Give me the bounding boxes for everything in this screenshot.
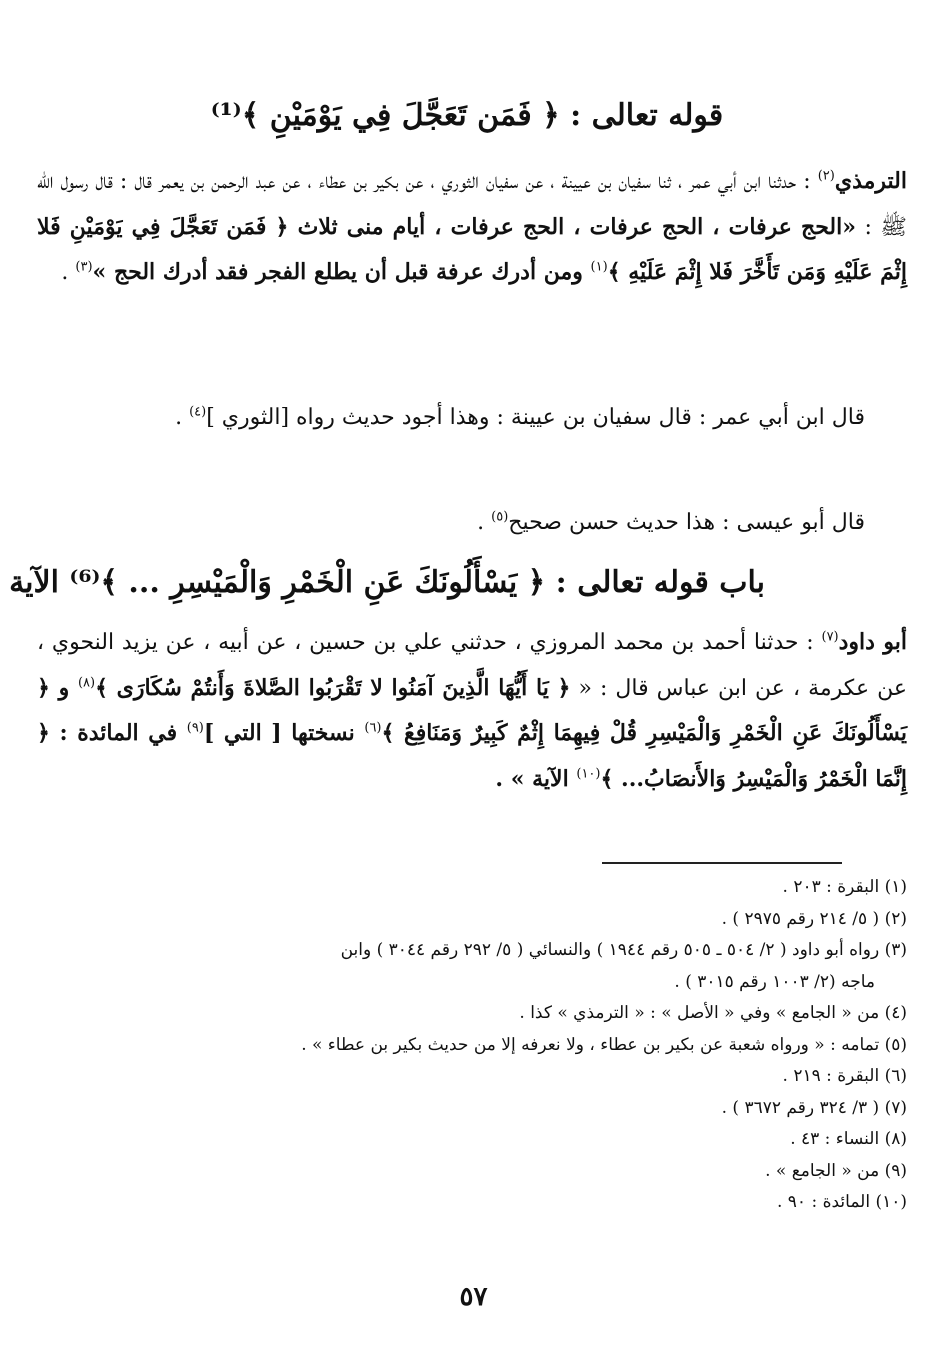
conjunction: و — [49, 674, 78, 701]
footnote-ref: (٦) — [364, 720, 382, 736]
quran-verse: ﴿ فَمَن تَعَجَّلَ فِي يَوْمَيْنِ فَلا إِثْمَ عَلَيْهِ وَمَن تَأَخَّرَ فَلا إِثْمَ عَلَيْهِ ﴾ — [37, 213, 907, 285]
footnote-ref: (٢) — [817, 168, 835, 184]
sentence-end: . — [175, 405, 190, 430]
footnote-divider — [602, 862, 842, 864]
footnote-item: (٣) رواه أبو داود ( ٢/ ٥٠٤ ـ ٥٠٥ رقم ١٩٤٤ ) والنسائي ( ٥/ ٢٩٢ رقم ٣٠٤٤ ) وابن — [340, 940, 907, 960]
paragraph-abu-dawud — [37, 620, 907, 802]
quran-verse: ﴿ يَا أَيُّهَا الَّذِينَ آمَنُوا لا تَقْرَبُوا الصَّلاةَ وَأَنتُمْ سُكَارَى ﴾ — [95, 674, 571, 701]
paragraph-text: الآية » . — [495, 765, 577, 792]
footnote-ref: (٩) — [186, 720, 204, 736]
footnote-ref: (٣) — [75, 259, 93, 275]
footnote-item: (٧) ( ٣/ ٣٢٤ رقم ٣٦٧٢ ) . — [721, 1097, 907, 1118]
narrator-lead: أبو داود — [838, 629, 907, 655]
section-heading-2: باب قوله تعالى : ﴿ يَسْأَلُونَكَ عَنِ الْخَمْرِ وَالْمَيْسِرِ ... ﴾⁽⁶⁾ الآية — [9, 565, 765, 600]
footnote-item: (١) البقرة : ٢٠٣ . — [782, 877, 907, 897]
quran-verse: ﴿ يَسْأَلُونَكَ عَنِ الْخَمْرِ وَالْمَيْسِرِ قُلْ فِيهِمَا إِثْمٌ كَبِيرٌ وَمَنَافِعُ ﴾ — [37, 674, 907, 746]
footnote-ref: (٤) — [189, 404, 207, 420]
page-number: ٥٧ — [459, 1282, 488, 1312]
footnote-ref: (٨) — [77, 675, 96, 691]
footnote-ref: (٧) — [821, 629, 839, 645]
isnad-text: : حدثنا ابن أبي عمر ، ثنا سفيان بن عيينة ، عن سفيان الثوري ، عن بكير بن عطاء ، عن عبد الرحمن بن يعمر قال : قال رسول الله ﷺ : — [37, 169, 907, 240]
sentence-end: . — [477, 510, 492, 535]
paragraph-tirmidhi — [37, 159, 907, 296]
footnote-item: (٦) البقرة : ٢١٩ . — [782, 1066, 907, 1086]
quran-verse: ﴿ إِنَّمَا الْخَمْرُ وَالْمَيْسِرُ وَالأَنصَابُ... ﴾ — [37, 720, 907, 792]
isnad-text: : حدثنا أحمد بن محمد المروزي ، حدثني علي بن حسين ، عن أبيه ، عن يزيد النحوي ، عن عكرمة ، عن ابن عباس قال : « — [37, 630, 907, 701]
footnote-item: (٩) من « الجامع » . — [765, 1160, 907, 1181]
footnote-item: (٢) ( ٥/ ٢١٤ رقم ٢٩٧٥ ) . — [721, 908, 907, 929]
footnote-item: (٥) تمامه : « ورواه شعبة عن بكير بن عطاء ، ولا نعرفه إلا من حديث بكير بن عطاء » . — [301, 1034, 907, 1055]
sentence-end: . — [61, 260, 76, 285]
footnote-ref: (١) — [590, 259, 608, 275]
paragraph-text: نسختها [ التي ] — [203, 720, 365, 746]
narrator-lead: الترمذي — [834, 168, 907, 194]
footnote-item: (٨) النساء : ٤٣ . — [790, 1129, 907, 1149]
footnotes-list — [47, 872, 907, 1219]
paragraph-text: في المائدة : — [49, 720, 187, 746]
paragraph-abu-isa — [37, 501, 865, 546]
paragraph-text: قال ابن أبي عمر : قال سفيان بن عيينة : وهذا أجود حديث رواه [الثوري ] — [206, 405, 865, 430]
hadith-text: ومن أدرك عرفة قبل أن يطلع الفجر فقد أدرك الحج » — [92, 259, 591, 285]
footnote-ref: (١٠) — [576, 766, 601, 782]
paragraph-text: قال أبو عيسى : هذا حديث حسن صحيح — [508, 510, 865, 535]
section-heading-1: قوله تعالى : ﴿ فَمَن تَعَجَّلَ فِي يَوْمَيْنِ ﴾⁽¹⁾ — [210, 98, 724, 133]
footnote-item: (١٠) المائدة : ٩٠ . — [776, 1192, 907, 1212]
footnote-item: ماجه (٢/ ١٠٠٣ رقم ٣٠١٥ ) . — [674, 971, 875, 992]
paragraph-ibn-abi-umar — [37, 396, 865, 441]
footnote-ref: (٥) — [491, 509, 509, 525]
footnote-item: (٤) من « الجامع » وفي « الأصل » : « الترمذي » كذا . — [519, 1003, 907, 1023]
hadith-text: «الحج عرفات ، الحج عرفات ، الحج عرفات ، أيام منى ثلاث — [288, 213, 856, 240]
